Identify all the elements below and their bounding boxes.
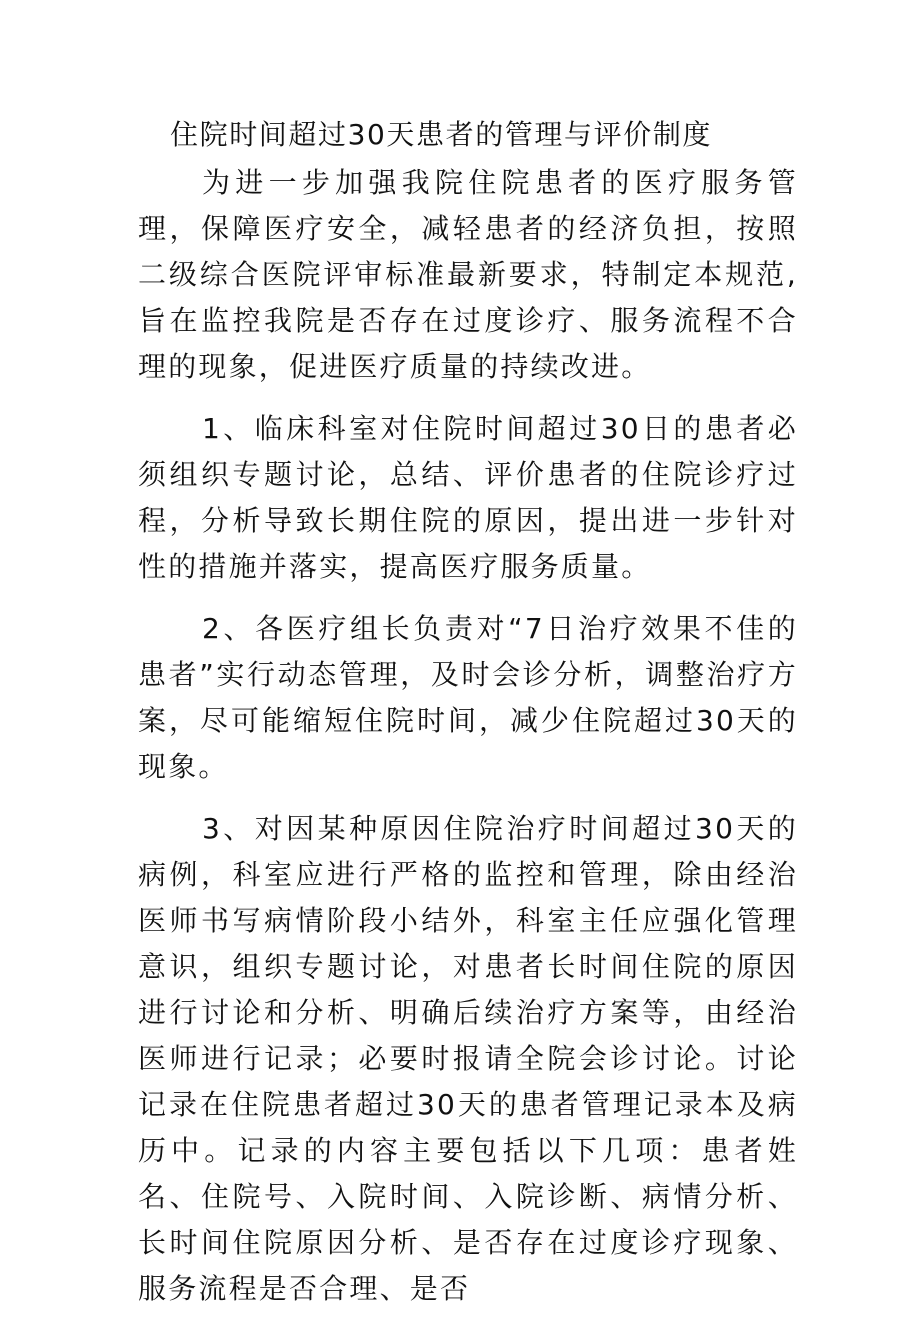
clause-3-paragraph: 3、对因某种原因住院治疗时间超过30天的病例，科室应进行严格的监控和管理，除由经治医师书写病情阶段小结外，科室主任应强化管理意识，组织专题讨论，对患者长时间住院的原因进行讨论和分析、明确后续治疗方案等，由经治医师进行记录；必要时报请全院会诊讨论。讨论记录在住院患者超过30天的患者管理记录本及病历中。记录的内容主要包括以下几项：患者姓名、住院号、入院时间、入院诊断、病情分析、长时间住院原因分析、是否存在过度诊疗现象、服务流程是否合理、是否: [138, 812, 798, 1305]
document-title: 住院时间超过30天患者的管理与评价制度: [170, 118, 713, 151]
clause-1-paragraph: 1、临床科室对住院时间超过30日的患者必须组织专题讨论，总结、评价患者的住院诊疗过程，分析导致长期住院的原因，提出进一步针对性的措施并落实，提高医疗服务质量。: [138, 412, 798, 583]
clause-2-paragraph: 2、各医疗组长负责对“7日治疗效果不佳的患者”实行动态管理，及时会诊分析，调整治疗方案，尽可能缩短住院时间，减少住院超过30天的现象。: [138, 612, 798, 783]
document-body: [138, 112, 798, 1328]
intro-paragraph: 为进一步加强我院住院患者的医疗服务管理，保障医疗安全，减轻患者的经济负担，按照二级综合医院评审标准最新要求，特制定本规范,旨在监控我院是否存在过度诊疗、服务流程不合理的现象，促进医疗质量的持续改进。: [138, 166, 798, 383]
